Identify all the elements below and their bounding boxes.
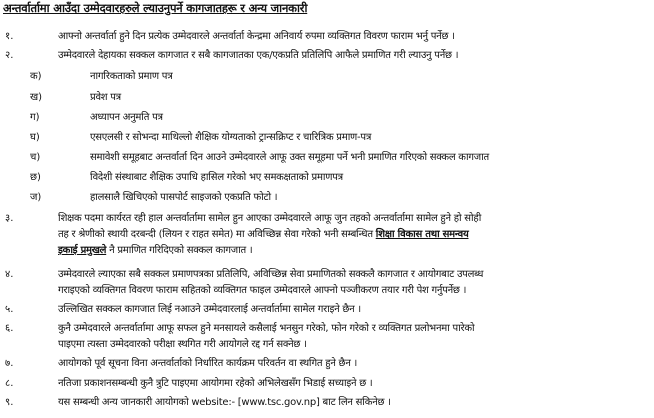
subitem-text: अध्यापन अनुमति पत्र — [90, 112, 163, 123]
subitem-text: प्रवेश पत्र — [90, 92, 121, 103]
item-number: ४. — [5, 269, 14, 280]
item-text: उम्मेदवारले ल्याएका सबै सक्कल प्रमाणपत्रका प्रतिलिपि, अविच्छिन्न सेवा प्रमाणितको सक्कलै कागजात र आयोगबाट उपलब्ध — [58, 269, 484, 280]
item-text: उम्मेदवारले देहायका सक्कल कागजात र सबै कागजातका एक/एकप्रति प्रतिलिपि आफैले प्रमाणित गरी ल्याउनु पर्नेछ । — [58, 50, 459, 61]
item-text: यस सम्बन्धी अन्य जानकारी आयोगको website:- [www.tsc.gov.np] बाट लिन सकिनेछ । — [58, 397, 391, 408]
item-text-part: नै प्रमाणित गरिदिएको सक्कल कागजात । — [109, 245, 253, 256]
subitem-text: विदेशी संस्थाबाट शैक्षिक उपाधि हासिल गरेको भए समकक्षताको प्रमाणपत्र — [90, 172, 343, 183]
subitem-text: समावेशी समूहबाट अन्तर्वार्ता दिन आउने उम्मेदवारले आफू उक्त समूहमा पर्ने भनी प्रमाणित गरिएको सक्कल कागजात — [90, 152, 489, 163]
item-text: पाइएमा त्यस्ता उम्मेदवारको परीक्षा स्थगित गरी आयोगले रद्द गर्न सक्नेछ । — [58, 339, 307, 350]
item-text-part: तह र श्रेणीको स्थायी दरबन्दी (लियन र राहत समेत) मा अविच्छिन्न सेवा गरेको भनी सम्बन्धित — [58, 229, 373, 240]
item-text: कुनै उम्मेदवारले अन्तर्वार्तामा आफू सफल हुने मनसायले कसैलाई भनसुन गरेको, फोन गरेको र व्यक्तिगत प्रलोभनमा पारेको — [58, 323, 475, 334]
subitem-label: ख) — [30, 92, 43, 103]
item-text: शिक्षक पदमा कार्यरत रही हाल अन्तर्वार्तामा सामेल हुन आएका उम्मेदवारले आफू जुन तहको अन्तर्वार्तामा सामेल हुने हो सोही — [58, 213, 482, 224]
item-number: ८. — [5, 378, 14, 389]
item-number: ३. — [5, 213, 14, 224]
item-text: आफ्नो अन्तर्वार्ता हुने दिन प्रत्येक उम्मेदवारले अन्तर्वार्ता केन्द्रमा अनिवार्य रुपमा व्यक्तिगत विवरण फाराम भर्नु पर्नेछ । — [58, 31, 455, 42]
item-number: ९. — [5, 397, 14, 408]
subitem-label: च) — [30, 152, 41, 163]
subitem-text: हालसालै खिचिएको पासपोर्ट साइजको एकप्रति फोटो । — [90, 192, 278, 203]
item-text — [58, 242, 252, 256]
item-text: उल्लिखित सक्कल कागजात लिई नआउने उम्मेदवारलाई अन्तर्वार्तामा सामेल गराइने छैन । — [58, 304, 361, 315]
item-number: २. — [5, 50, 14, 61]
item-number: ५. — [5, 304, 14, 315]
item-text: नतिजा प्रकाशनसम्बन्धी कुनै त्रुटि पाइएमा आयोगमा रहेको अभिलेखसँग भिडाई सच्याइने छ । — [58, 378, 373, 389]
subitem-label: ग) — [30, 112, 40, 123]
emphasis-text: इकाई प्रमुखले — [58, 245, 107, 256]
subitem-label: घ) — [30, 132, 40, 143]
item-text: आयोगको पूर्व सूचना विना अन्तर्वार्ताको निर्धारित कार्यक्रम परिवर्तन वा स्थगित हुने छैन । — [58, 358, 358, 369]
subitem-text: एसएलसी र सोभन्दा माथिल्लो शैक्षिक योग्यताको ट्रान्सक्रिप्ट र चारित्रिक प्रमाण-पत्र — [90, 132, 372, 143]
subitem-text: नागरिकताको प्रमाण पत्र — [90, 71, 173, 82]
subitem-label: छ) — [30, 172, 41, 183]
item-number: ७. — [5, 358, 14, 369]
subitem-label: ज) — [30, 192, 42, 203]
subitem-label: क) — [30, 71, 42, 82]
item-text — [58, 226, 469, 240]
item-number: ६. — [5, 323, 14, 334]
item-number: १. — [5, 31, 14, 42]
item-text: गराइएको व्यक्तिगत विवरण फाराम सहितको व्यक्तिगत फाइल उम्मेदवारले आफ्नो पञ्जीकरण तयार गरी पेश गर्नुपर्नेछ । — [58, 285, 467, 296]
emphasis-text: शिक्षा विकास तथा समन्वय — [375, 229, 469, 240]
document-title: अन्तर्वार्तामा आउँदा उम्मेदवारहरुले ल्याउनुपर्ने कागजातहरू र अन्य जानकारी — [3, 1, 308, 15]
